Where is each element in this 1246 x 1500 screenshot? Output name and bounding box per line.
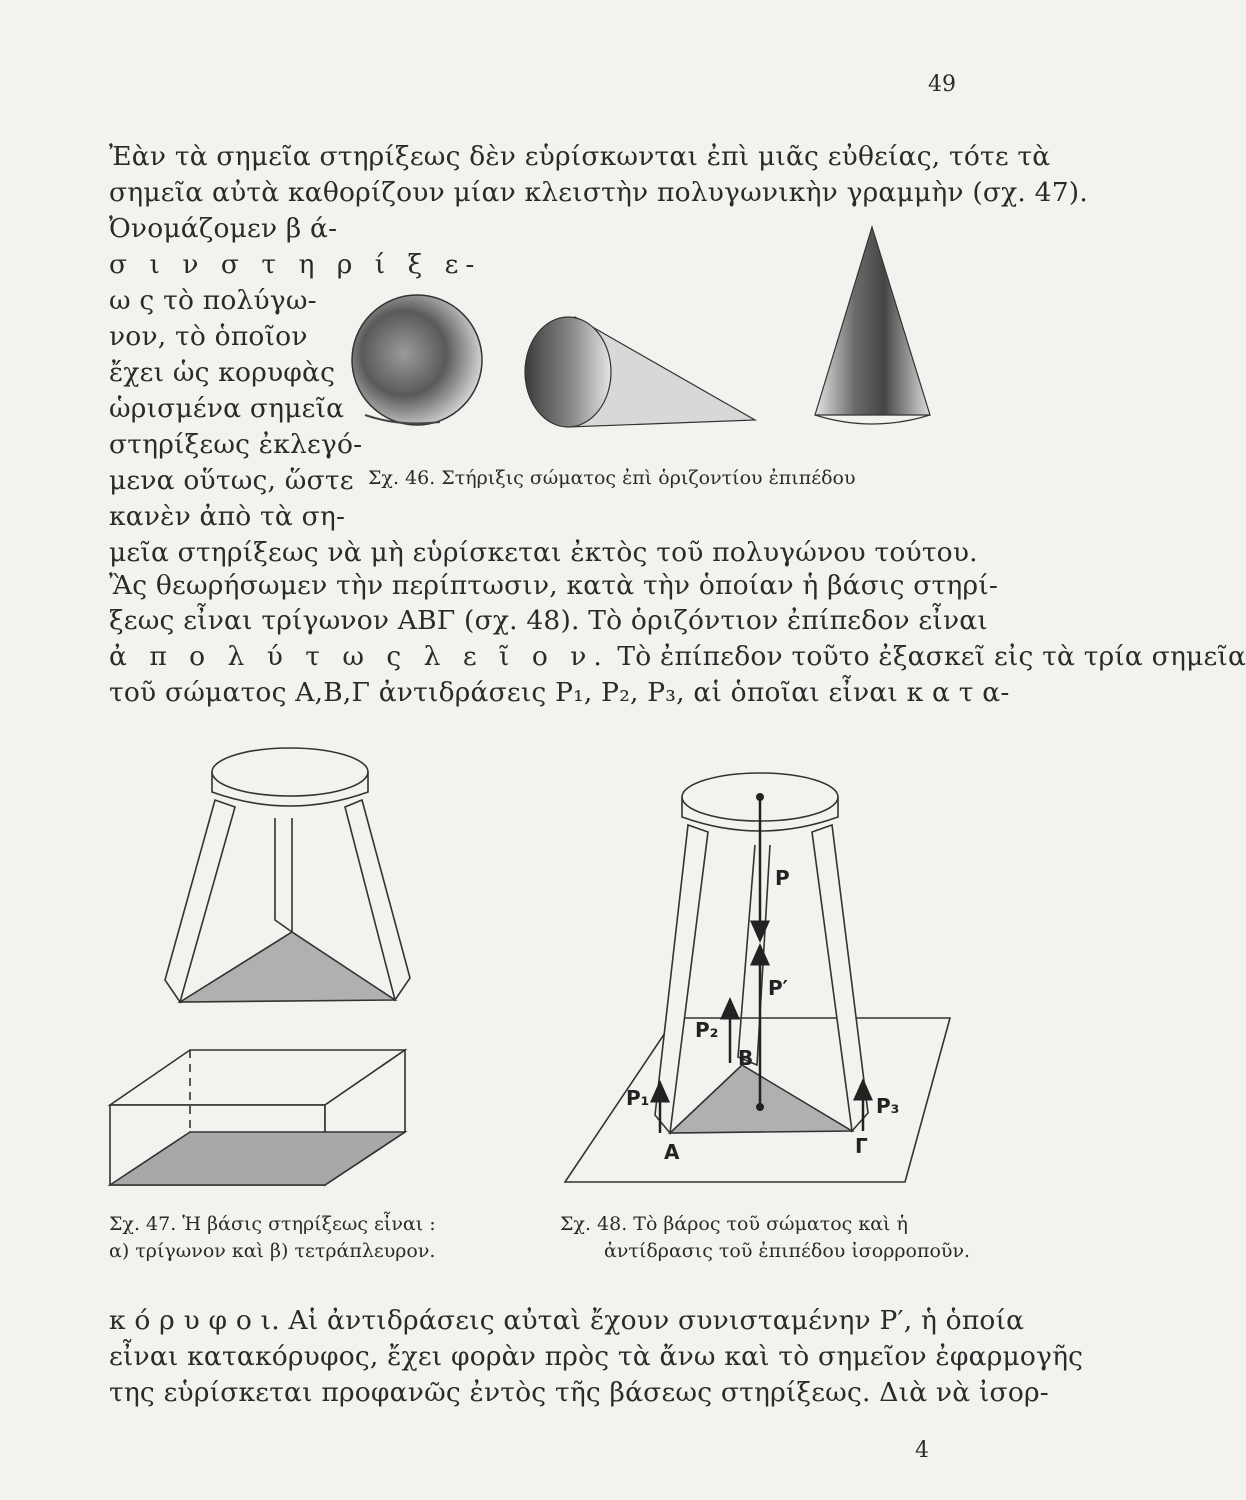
text-line: κανὲν ἀπὸ τὰ ση-	[109, 501, 346, 532]
signature-mark: 4	[915, 1438, 929, 1463]
stool-triangle-base	[165, 748, 410, 1002]
text-line: σημεῖα αὐτὰ καθορίζουν μίαν κλειστὴν πολυγωνικὴν γραμμὴν (σχ. 47).	[109, 177, 1088, 208]
text-line: ξεως εἶναι τρίγωνον ΑΒΓ (σχ. 48). Τὸ ὁριζόντιον ἐπίπεδον εἶναι	[109, 605, 988, 636]
text-line: μεῖα στηρίξεως νὰ μὴ εὑρίσκεται ἐκτὸς τοῦ πολυγώνου τούτου.	[109, 537, 978, 568]
text-line: κ ό ρ υ φ ο ι. Αἱ ἀντιδράσεις αὐταὶ ἔχουν συνισταμένην P′, ἡ ὁποία	[109, 1305, 1025, 1336]
text-line: τοῦ σώματος Α,Β,Γ ἀντιδράσεις P₁, P₂, P₃, αἱ ὁποῖαι εἶναι κ α τ α-	[109, 677, 1010, 708]
figure-48-caption-line2: ἀντίδρασις τοῦ ἐπιπέδου ἰσορροποῦν.	[604, 1240, 971, 1262]
text-segment: Τὸ ἐπίπεδον τοῦτο ἐξασκεῖ εἰς τὰ τρία σημεῖα	[617, 641, 1246, 672]
text-line: Ὀνομάζομεν β ά-	[109, 213, 338, 244]
figure-47-caption-line1: Σχ. 47. Ἡ βάσις στηρίξεως εἶναι :	[109, 1213, 436, 1235]
figure-46-caption: Σχ. 46. Στήριξις σώματος ἐπὶ ὁριζοντίου ἐπιπέδου	[368, 467, 856, 489]
text-line: ἔχει ὡς κορυφὰς	[109, 357, 336, 388]
text-line: της εὑρίσκεται προφανῶς ἐντὸς τῆς βάσεως στηρίξεως. Διὰ νὰ ἰσορ-	[109, 1377, 1049, 1408]
label-P1: P₁	[626, 1086, 650, 1110]
figure-48	[560, 735, 980, 1195]
upright-cone-drawing	[815, 227, 930, 424]
label-P3: P₃	[876, 1094, 900, 1118]
label-P2: P₂	[695, 1018, 719, 1042]
text-line	[109, 641, 1246, 672]
figure-47-caption-line2: α) τρίγωνον καὶ β) τετράπλευρον.	[109, 1240, 436, 1262]
text-line: Ἂς θεωρήσωμεν τὴν περίπτωσιν, κατὰ τὴν ὁποίαν ἡ βάσις στηρί-	[109, 570, 998, 601]
text-line: ὡρισμένα σημεῖα	[109, 393, 345, 424]
page-number: 49	[928, 72, 956, 97]
text-line: εἶναι κατακόρυφος, ἔχει φορὰν πρὸς τὰ ἄνω καὶ τὸ σημεῖον ἐφαρμογῆς	[109, 1341, 1084, 1372]
label-Gamma: Γ	[855, 1134, 868, 1158]
label-P-prime: P′	[768, 976, 788, 1000]
label-A: A	[664, 1140, 680, 1164]
figure-46	[340, 215, 960, 475]
text-line: σ ι ν σ τ η ρ ί ξ ε-	[109, 249, 482, 280]
label-B: B	[738, 1046, 754, 1070]
sphere-drawing	[352, 295, 482, 425]
text-line: ω ς τὸ πολύγω-	[109, 285, 317, 316]
lying-cone-drawing	[525, 317, 755, 427]
box-quad-base	[110, 1050, 405, 1185]
figure-47	[100, 740, 520, 1200]
spaced-emphasis: ἀ π ο λ ύ τ ω ς λ ε ῖ ο ν.	[109, 641, 609, 672]
text-line: μενα οὕτως, ὥστε	[109, 465, 354, 496]
figure-48-caption-line1: Σχ. 48. Τὸ βάρος τοῦ σώματος καὶ ἡ	[560, 1213, 908, 1235]
text-line: νον, τὸ ὁποῖον	[109, 321, 308, 352]
text-line: στηρίξεως ἐκλεγό-	[109, 429, 363, 460]
label-P: P	[775, 866, 790, 890]
text-line: Ἐὰν τὰ σημεῖα στηρίξεως δὲν εὑρίσκωνται ἐπὶ μιᾶς εὐθείας, τότε τὰ	[109, 141, 1051, 172]
